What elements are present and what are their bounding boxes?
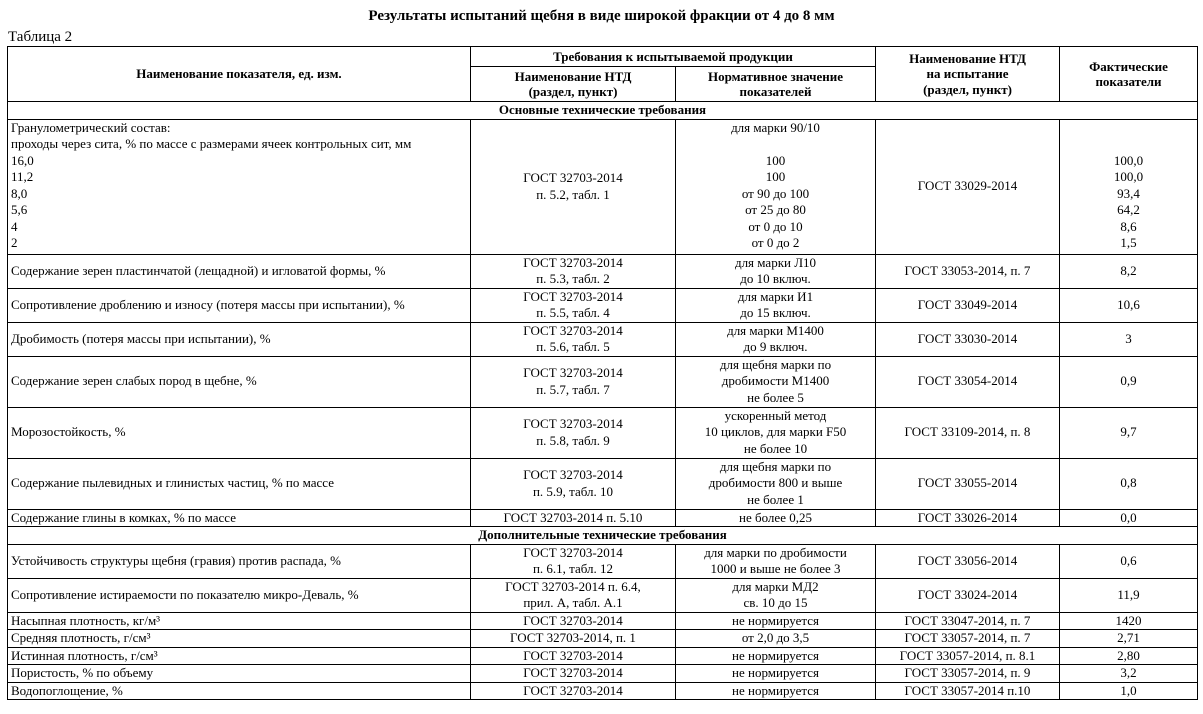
actual-value: 8,6 [1120, 218, 1137, 234]
actual-value: 2,80 [1060, 647, 1198, 665]
actual-value: 3 [1060, 322, 1198, 356]
indicator-name: Сопротивление истираемости по показателю микро-Деваль, % [8, 578, 471, 612]
normative-value: для марки по дробимости 1000 и выше не более 3 [676, 544, 876, 578]
sieve-size: 11,2 [11, 169, 34, 184]
table-row [8, 322, 1198, 356]
normative-value: для марки М1400 до 9 включ. [676, 322, 876, 356]
granulometry-ntd-line1: ГОСТ 32703-2014 [523, 170, 623, 185]
header-norm-line1: Нормативное значение [707, 68, 844, 84]
test-ntd: ГОСТ 33057-2014, п. 8.1 [876, 647, 1060, 665]
requirement-ntd: ГОСТ 32703-2014 п. 5.8, табл. 9 [471, 407, 676, 458]
table-row [8, 630, 1198, 648]
sieve-size: 5,6 [11, 202, 28, 217]
indicator-name: Содержание зерен слабых пород в щебне, % [8, 356, 471, 407]
granulometry-norm-header: для марки 90/10 [731, 119, 820, 135]
test-ntd: ГОСТ 33053-2014, п. 7 [876, 254, 1060, 288]
requirement-ntd: ГОСТ 32703-2014 п. 5.3, табл. 2 [471, 254, 676, 288]
indicator-name: Содержание зерен пластинчатой (лещадной) и игловатой формы, % [8, 254, 471, 288]
requirement-ntd: ГОСТ 32703-2014, п. 1 [471, 630, 676, 648]
actual-value: 1,5 [1120, 235, 1137, 250]
requirement-ntd: ГОСТ 32703-2014 п. 6.1, табл. 12 [471, 544, 676, 578]
normative-value: от 2,0 до 3,5 [676, 630, 876, 648]
requirement-ntd: ГОСТ 32703-2014 п. 5.6, табл. 5 [471, 322, 676, 356]
table-row [8, 407, 1198, 458]
indicator-name: Морозостойкость, % [8, 407, 471, 458]
indicator-name: Устойчивость структуры щебня (гравия) против распада, % [8, 544, 471, 578]
table-row [8, 254, 1198, 288]
indicator-name: Насыпная плотность, кг/м³ [8, 612, 471, 630]
document-title: Результаты испытаний щебня в виде широкой фракции от 4 до 8 мм [368, 8, 835, 24]
indicator-name: Дробимость (потеря массы при испытании), % [8, 322, 471, 356]
normative-value: не более 0,25 [676, 509, 876, 527]
header-norm [676, 67, 876, 102]
sieve-size: 8,0 [11, 185, 28, 201]
test-ntd: ГОСТ 33024-2014 [876, 578, 1060, 612]
section-additional: Дополнительные технические требования [8, 527, 1198, 545]
requirement-ntd: ГОСТ 32703-2014 п. 5.9, табл. 10 [471, 458, 676, 509]
results-table [7, 46, 1198, 700]
header-indicator: Наименование показателя, ед. изм. [8, 47, 471, 102]
requirement-ntd: ГОСТ 32703-2014 [471, 682, 676, 700]
granulometry-label-line1: Гранулометрический состав: [11, 119, 171, 135]
granulometry-label-line2: проходы через сита, % по массе с размерами ячеек контрольных сит, мм [11, 136, 412, 151]
granulometry-norm-spacer [679, 136, 872, 153]
header-ntd-test [876, 47, 1060, 102]
norm-value: от 90 до 100 [741, 185, 810, 201]
actual-value: 0,9 [1060, 356, 1198, 407]
table-row [8, 665, 1198, 683]
header-ntd-test-line3: (раздел, пункт) [923, 81, 1012, 97]
test-ntd: ГОСТ 33026-2014 [876, 509, 1060, 527]
norm-value: от 0 до 10 [748, 218, 803, 234]
table-row-granulometry [8, 119, 1198, 254]
header-actual-line1: Фактические [1089, 58, 1168, 74]
header-ntd-req-line2: (раздел, пункт) [528, 84, 618, 99]
test-ntd: ГОСТ 33030-2014 [876, 322, 1060, 356]
normative-value: для щебня марки по дробимости 800 и выше не более 1 [676, 458, 876, 509]
requirement-ntd: ГОСТ 32703-2014 [471, 647, 676, 665]
header-actual-line2: показатели [1095, 74, 1162, 89]
norm-value: от 0 до 2 [751, 235, 800, 250]
header-ntd-test-line1: Наименование НТД [909, 50, 1026, 66]
header-ntd-req [471, 67, 676, 102]
sieve-size: 16,0 [11, 152, 34, 168]
table-row [8, 612, 1198, 630]
test-ntd: ГОСТ 33047-2014, п. 7 [876, 612, 1060, 630]
granulometry-norm [676, 119, 876, 254]
granulometry-test-ntd: ГОСТ 33029-2014 [876, 119, 1060, 254]
granulometry-ntd [471, 119, 676, 254]
actual-value: 100,0 [1113, 169, 1144, 184]
test-ntd: ГОСТ 33109-2014, п. 8 [876, 407, 1060, 458]
requirement-ntd: ГОСТ 32703-2014 [471, 665, 676, 683]
normative-value: не нормируется [676, 647, 876, 665]
requirement-ntd: ГОСТ 32703-2014 п. 5.7, табл. 7 [471, 356, 676, 407]
test-ntd: ГОСТ 33054-2014 [876, 356, 1060, 407]
requirement-ntd: ГОСТ 32703-2014 п. 5.5, табл. 4 [471, 288, 676, 322]
table-row [8, 544, 1198, 578]
normative-value: не нормируется [676, 682, 876, 700]
actual-value: 1420 [1060, 612, 1198, 630]
norm-value: 100 [765, 152, 786, 168]
granulometry-actual [1060, 119, 1198, 254]
actual-value: 100,0 [1113, 152, 1144, 168]
header-actual [1060, 47, 1198, 102]
test-ntd: ГОСТ 33056-2014 [876, 544, 1060, 578]
normative-value: для щебня марки по дробимости М1400 не более 5 [676, 356, 876, 407]
actual-spacer [1063, 136, 1194, 153]
table-row [8, 356, 1198, 407]
actual-value: 1,0 [1060, 682, 1198, 700]
test-ntd: ГОСТ 33057-2014, п. 7 [876, 630, 1060, 648]
header-ntd-req-line1: Наименование НТД [514, 68, 632, 84]
actual-value: 0,0 [1060, 509, 1198, 527]
requirement-ntd: ГОСТ 32703-2014 [471, 612, 676, 630]
table-number: Таблица 2 [8, 29, 73, 45]
table-row [8, 509, 1198, 527]
indicator-name: Водопоглощение, % [8, 682, 471, 700]
actual-value: 64,2 [1117, 202, 1140, 217]
requirement-ntd: ГОСТ 32703-2014 п. 5.10 [471, 509, 676, 527]
section-main: Основные технические требования [8, 102, 1198, 120]
table-row [8, 682, 1198, 700]
actual-value: 93,4 [1117, 185, 1140, 201]
normative-value: для марки И1 до 15 включ. [676, 288, 876, 322]
test-ntd: ГОСТ 33057-2014, п. 9 [876, 665, 1060, 683]
table-row [8, 647, 1198, 665]
test-ntd: ГОСТ 33055-2014 [876, 458, 1060, 509]
normative-value: ускоренный метод 10 циклов, для марки F50 не более 10 [676, 407, 876, 458]
test-ntd: ГОСТ 33049-2014 [876, 288, 1060, 322]
header-requirements: Требования к испытываемой продукции [471, 47, 876, 67]
indicator-name: Пористость, % по объему [8, 665, 471, 683]
normative-value: не нормируется [676, 612, 876, 630]
actual-value: 0,6 [1060, 544, 1198, 578]
normative-value: не нормируется [676, 665, 876, 683]
requirement-ntd: ГОСТ 32703-2014 п. 6.4, прил. А, табл. А.1 [471, 578, 676, 612]
actual-value: 0,8 [1060, 458, 1198, 509]
norm-value: от 25 до 80 [745, 202, 806, 217]
sieve-size: 4 [11, 218, 18, 234]
indicator-name: Истинная плотность, г/см³ [8, 647, 471, 665]
norm-value: 100 [765, 169, 786, 184]
indicator-name: Содержание пылевидных и глинистых частиц, % по массе [8, 458, 471, 509]
actual-value: 11,9 [1060, 578, 1198, 612]
table-row [8, 578, 1198, 612]
actual-value: 8,2 [1060, 254, 1198, 288]
actual-value: 3,2 [1060, 665, 1198, 683]
actual-value: 2,71 [1060, 630, 1198, 648]
actual-spacer [1063, 120, 1194, 137]
actual-value: 9,7 [1060, 407, 1198, 458]
granulometry-label [8, 119, 471, 254]
normative-value: для марки МД2 св. 10 до 15 [676, 578, 876, 612]
header-norm-line2: показателей [739, 84, 812, 99]
table-row [8, 288, 1198, 322]
normative-value: для марки Л10 до 10 включ. [676, 254, 876, 288]
granulometry-ntd-line2: п. 5.2, табл. 1 [536, 186, 610, 202]
sieve-size: 2 [11, 235, 18, 250]
indicator-name: Средняя плотность, г/см³ [8, 630, 471, 648]
header-ntd-test-line2: на испытание [926, 66, 1009, 82]
table-row [8, 458, 1198, 509]
test-ntd: ГОСТ 33057-2014 п.10 [876, 682, 1060, 700]
actual-value: 10,6 [1060, 288, 1198, 322]
indicator-name: Сопротивление дроблению и износу (потеря массы при испытании), % [8, 288, 471, 322]
indicator-name: Содержание глины в комках, % по массе [8, 509, 471, 527]
